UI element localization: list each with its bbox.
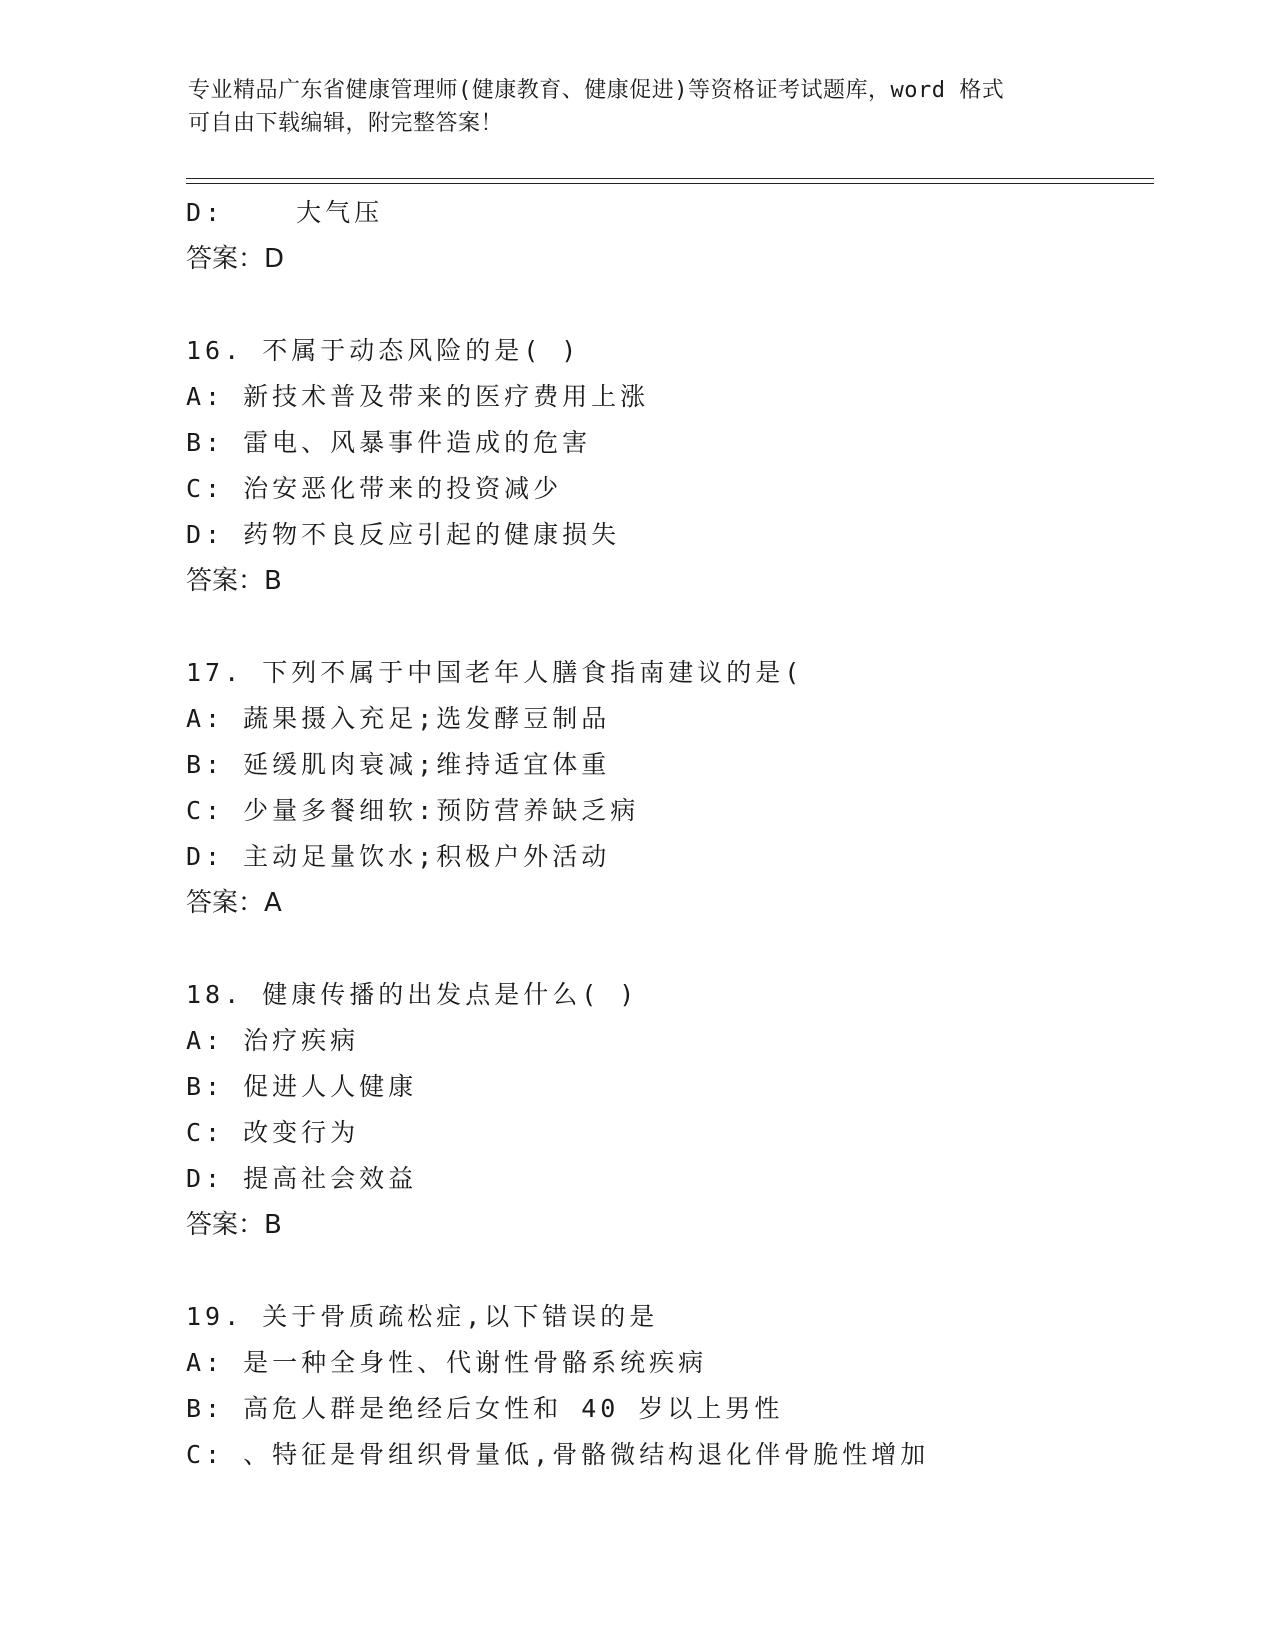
- header-title-line-1: 专业精品广东省健康管理师(健康教育、健康促进)等资格证考试题库，word 格式: [188, 78, 1005, 103]
- question-19-option-b: [186, 1386, 1146, 1432]
- option-label: D:: [186, 1164, 225, 1193]
- option-text: 主动足量饮水;积极户外活动: [243, 842, 611, 871]
- option-label: A:: [186, 1348, 225, 1377]
- option-label: A:: [186, 704, 225, 733]
- answer-label: 答案：: [186, 888, 265, 918]
- option-text: 药物不良反应引起的健康损失: [243, 520, 621, 549]
- option-label: C:: [186, 474, 225, 503]
- option-text: 、特征是骨组织骨量低,骨骼微结构退化伴骨脆性增加: [243, 1440, 930, 1469]
- question-18-option-c: [186, 1110, 1146, 1156]
- question-16-option-b: [186, 420, 1146, 466]
- question-16-option-c: [186, 466, 1146, 512]
- option-label: A:: [186, 1026, 225, 1055]
- question-18-option-b: [186, 1064, 1146, 1110]
- question-stem-17: 17. 下列不属于中国老年人膳食指南建议的是(: [186, 658, 804, 687]
- spacer: [186, 1248, 1146, 1294]
- option-label: D:: [186, 842, 225, 871]
- option-text: 延缓肌肉衰减;维持适宜体重: [243, 750, 611, 779]
- option-text: 改变行为: [243, 1118, 360, 1147]
- option-text: 促进人人健康: [243, 1072, 418, 1101]
- question-list: [186, 190, 1146, 1478]
- answer-label: 答案：: [186, 244, 265, 274]
- option-text: 新技术普及带来的医疗费用上涨: [243, 382, 650, 411]
- answer-value: B: [264, 566, 282, 596]
- question-18-answer: [186, 1202, 1146, 1248]
- page-header: [188, 74, 1088, 140]
- header-divider-top: [186, 178, 1154, 179]
- option-text: 高危人群是绝经后女性和 40 岁以上男性: [243, 1394, 784, 1423]
- question-19-option-a: [186, 1340, 1146, 1386]
- answer-label: 答案：: [186, 566, 265, 596]
- answer-value: B: [264, 1210, 282, 1240]
- option-label: C:: [186, 796, 225, 825]
- question-16-option-d: [186, 512, 1146, 558]
- question-stem-16: 16. 不属于动态风险的是( ): [186, 336, 581, 365]
- option-label: B:: [186, 1072, 225, 1101]
- option-label: C:: [186, 1440, 225, 1469]
- question-17-option-a: [186, 696, 1146, 742]
- question-19-option-c: [186, 1432, 1146, 1478]
- option-text: 雷电、风暴事件造成的危害: [243, 428, 592, 457]
- answer-label: 答案：: [186, 1210, 265, 1240]
- header-title-line-2: 可自由下载编辑，附完整答案！: [188, 111, 504, 136]
- answer-value: A: [264, 888, 282, 918]
- question-17-answer: [186, 880, 1146, 926]
- option-text: 大气压: [296, 198, 384, 227]
- question-stem-19: 19. 关于骨质疏松症,以下错误的是: [186, 1302, 659, 1331]
- option-label: B:: [186, 428, 225, 457]
- spacer: [186, 926, 1146, 972]
- question-16-answer: [186, 558, 1146, 604]
- question-18-option-d: [186, 1156, 1146, 1202]
- answer-value: D: [264, 244, 285, 274]
- spacer: [186, 282, 1146, 328]
- option-text: 提高社会效益: [243, 1164, 418, 1193]
- option-label: B:: [186, 1394, 225, 1423]
- header-divider-bottom: [186, 183, 1154, 184]
- question-18-option-a: [186, 1018, 1146, 1064]
- question-17-option-c: [186, 788, 1146, 834]
- option-label: B:: [186, 750, 225, 779]
- option-text: 是一种全身性、代谢性骨骼系统疾病: [243, 1348, 708, 1377]
- carryover-answer: [186, 236, 1146, 282]
- question-17-option-b: [186, 742, 1146, 788]
- option-text: 少量多餐细软:预防营养缺乏病: [243, 796, 640, 825]
- option-label: C:: [186, 1118, 225, 1147]
- question-16-option-a: [186, 374, 1146, 420]
- option-label: D:: [186, 198, 225, 227]
- option-text: 治疗疾病: [243, 1026, 360, 1055]
- question-17-option-d: [186, 834, 1146, 880]
- question-stem-18: 18. 健康传播的出发点是什么( ): [186, 980, 639, 1009]
- carryover-option-d: [186, 190, 1146, 236]
- option-text: 治安恶化带来的投资减少: [243, 474, 563, 503]
- option-label: A:: [186, 382, 225, 411]
- spacer: [186, 604, 1146, 650]
- option-label: D:: [186, 520, 225, 549]
- option-text: 蔬果摄入充足;选发酵豆制品: [243, 704, 611, 733]
